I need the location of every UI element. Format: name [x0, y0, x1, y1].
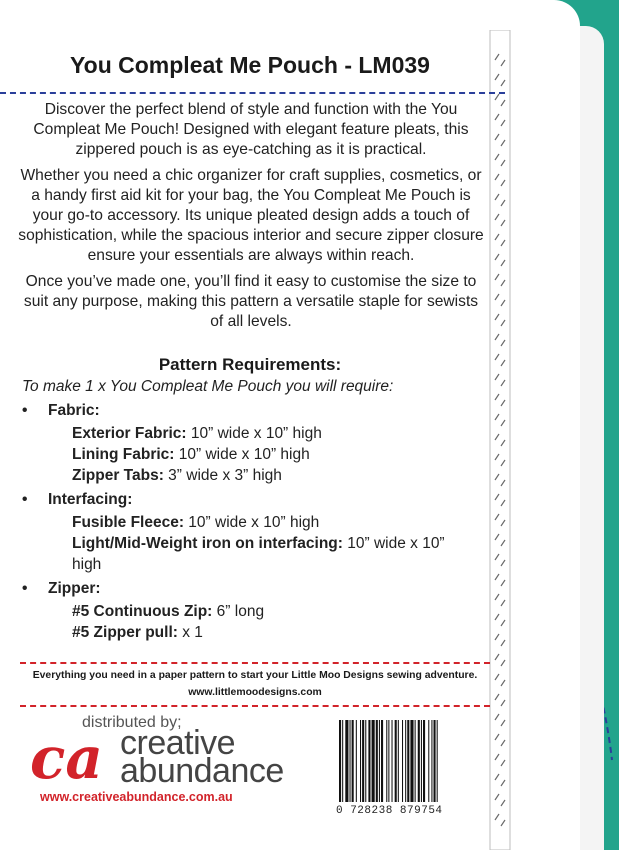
item-value: 10” wide x 10” high — [186, 425, 322, 442]
barcode-icon — [336, 718, 471, 804]
list-item — [22, 465, 482, 486]
category-label: Zipper: — [48, 580, 101, 597]
item-label: Zipper Tabs: — [72, 467, 164, 484]
list-item — [22, 533, 482, 575]
item-value: 3” wide x 3” high — [163, 467, 282, 484]
item-value: 10” wide x 10” high — [72, 535, 445, 573]
distributed-by-label: distributed by; — [82, 714, 182, 731]
category-zipper — [22, 578, 482, 599]
requirements-heading: Pattern Requirements: — [158, 355, 342, 374]
item-value: 6” long — [212, 603, 265, 620]
description — [16, 100, 486, 337]
item-label: Fusible Fleece: — [72, 514, 184, 531]
category-interfacing — [22, 489, 482, 510]
item-label: #5 Continuous Zip: — [72, 603, 213, 620]
creative-abundance-logo-icon — [30, 728, 116, 788]
footer-divider-top — [20, 662, 490, 664]
logo-word-creative: creative — [120, 724, 236, 762]
list-item — [22, 423, 482, 444]
bullet: • — [22, 402, 28, 419]
bullet: • — [22, 580, 28, 597]
logo-letters: ca — [30, 728, 103, 788]
category-label: Interfacing: — [48, 491, 133, 508]
requirements-intro: To make 1 x You Compleat Me Pouch you will require: — [22, 378, 394, 395]
footer-tagline: Everything you need in a paper pattern to start your Little Moo Designs sewing adventure. — [32, 670, 478, 681]
item-value: x 1 — [177, 624, 203, 641]
title-divider — [0, 92, 505, 94]
description-paragraph: Once you’ve made one, you’ll find it easy to customise the size to suit any purpose, making this pattern a versatile staple for sewists of all levels. — [23, 272, 479, 331]
list-item — [22, 512, 482, 533]
category-label: Fabric: — [48, 402, 100, 419]
description-paragraph: Discover the perfect blend of style and function with the You Compleat Me Pouch! Designed with elegant feature pleats, this zippered pouch is as eye-catching as it is practical. — [33, 101, 469, 159]
list-item — [22, 444, 482, 465]
item-value: 10” wide x 10” high — [183, 514, 320, 531]
distributor-url: www.creativeabundance.com.au — [40, 790, 233, 804]
item-label: Light/Mid-Weight iron on interfacing: — [72, 535, 343, 552]
description-paragraph: Whether you need a chic organizer for craft supplies, cosmetics, or a handy first aid kit for your bag, the You Compleat Me Pouch is your go-to accessory. Its unique pleated design adds a touch of sophistication, while the spacious interior and secure zipper closure ensure your essentials are always within reach. — [18, 166, 484, 265]
item-label: Lining Fabric: — [72, 446, 175, 463]
item-label: #5 Zipper pull: — [72, 624, 178, 641]
list-item — [22, 601, 482, 622]
page-title: You Compleat Me Pouch - LM039 — [70, 52, 430, 78]
bullet: • — [22, 491, 28, 508]
barcode-number: 0 728238 879754 — [336, 805, 443, 817]
logo-word-abundance: abundance — [120, 752, 284, 790]
list-item — [22, 622, 482, 643]
item-label: Exterior Fabric: — [72, 425, 187, 442]
footer-website: www.littlemoodesigns.com — [188, 687, 322, 698]
requirements-list — [22, 400, 482, 643]
footer-divider-bottom — [20, 705, 490, 707]
zipper-graphic — [486, 30, 514, 850]
category-fabric — [22, 400, 482, 421]
item-value: 10” wide x 10” high — [174, 446, 310, 463]
